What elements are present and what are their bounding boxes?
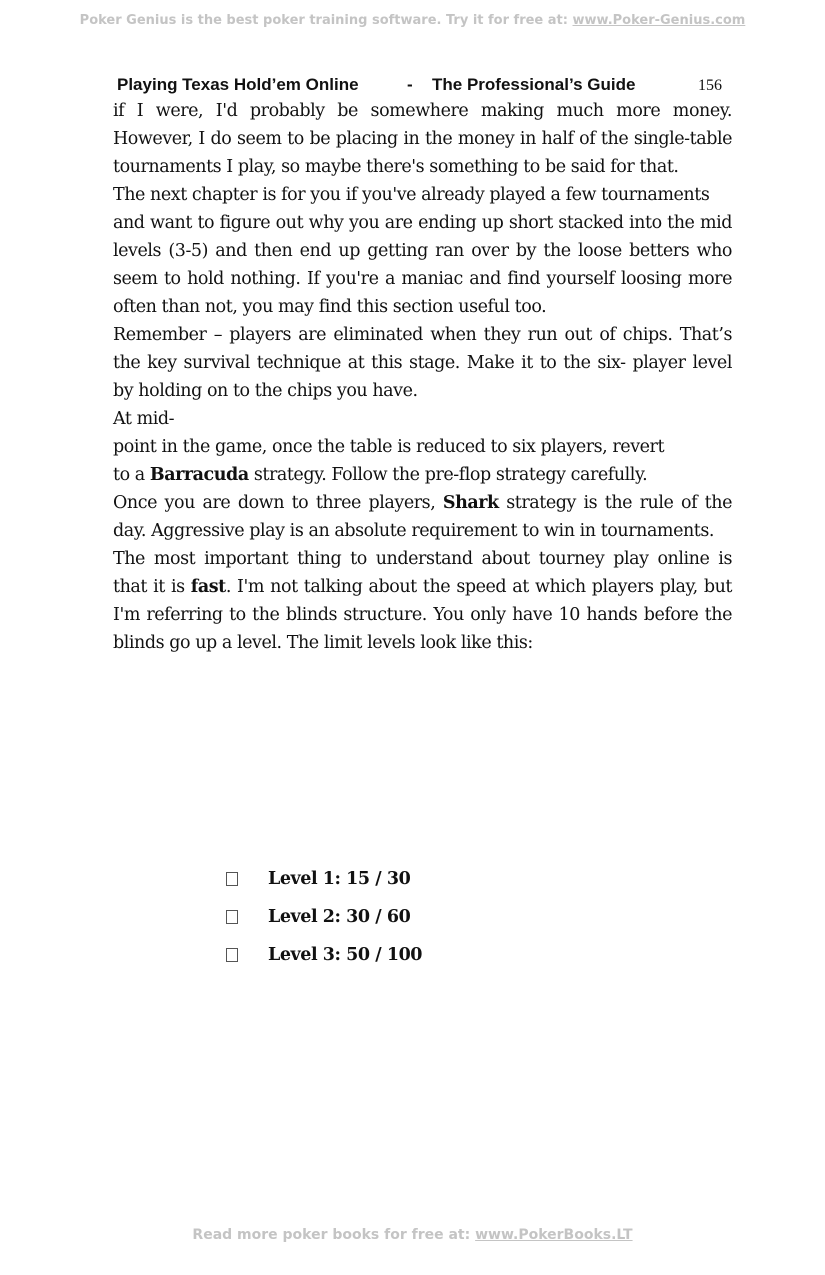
header-separator: - (407, 75, 413, 94)
bottom-banner-text: Read more poker books for free at: (192, 1227, 476, 1243)
paragraph-text: The most important thing to understand about tourney play online is that it is (113, 549, 732, 597)
bottom-banner (0, 1227, 825, 1243)
paragraph-text: Once you are down to three players, (113, 493, 443, 513)
running-header (117, 75, 727, 97)
paragraph (113, 461, 732, 489)
paragraph-text: strategy is the rule of the day. Aggressive play is an absolute requirement to win in tournaments. (113, 493, 732, 541)
bullet-box-icon (226, 872, 238, 886)
top-banner (0, 13, 825, 28)
level-label: Level 1: 15 / 30 (268, 869, 411, 889)
paragraph (113, 489, 732, 545)
paragraph: The next chapter is for you if you've already played a few tournaments (113, 185, 710, 205)
paragraph-text: strategy. Follow the pre-flop strategy carefully. (248, 465, 648, 485)
paragraph-text: to a (113, 465, 150, 485)
book-subtitle: The Professional’s Guide (432, 75, 636, 94)
paragraph: At mid- (113, 409, 175, 429)
paragraph: point in the game, once the table is reduced to six players, revert (113, 437, 665, 457)
paragraph: Remember – players are eliminated when they run out of chips. That’s the key survival technique at this stage. Make it to the six- player level by holding on to the chips you have. (113, 325, 732, 401)
level-label: Level 2: 30 / 60 (268, 907, 411, 927)
top-banner-text: Poker Genius is the best poker training software. Try it for free at: (79, 13, 573, 28)
list-item (223, 860, 422, 898)
barracuda-term: Barracuda (149, 465, 249, 485)
page-number: 156 (698, 77, 722, 94)
top-banner-link[interactable]: www.Poker-Genius.com (572, 13, 746, 28)
paragraph: if I were, I'd probably be somewhere making much more money. However, I do seem to be placing in the money in half of the single-table tournaments I play, so maybe there's something to be said for that. (113, 101, 732, 177)
level-label: Level 3: 50 / 100 (268, 945, 423, 965)
book-title: Playing Texas Hold’em Online (117, 75, 359, 94)
paragraph: and want to figure out why you are ending up short stacked into the mid levels (3-5) and then end up getting ran over by the loose betters who seem to hold nothing. If you're a maniac and find yourself loosing more often than not, you may find this section useful too. (113, 213, 732, 317)
paragraph-text: . I'm not talking about the speed at which players play, but I'm referring to the blinds structure. You only have 10 hands before the blinds go up a level. The limit levels look like this: (113, 577, 733, 653)
bottom-banner-link[interactable]: www.PokerBooks.LT (475, 1227, 633, 1243)
list-item (223, 898, 422, 936)
list-item (223, 936, 422, 974)
shark-term: Shark (442, 493, 499, 513)
bullet-box-icon (226, 910, 238, 924)
paragraph (113, 545, 732, 657)
fast-term: fast (190, 577, 226, 597)
bullet-box-icon (226, 948, 238, 962)
levels-list (223, 860, 422, 974)
body-text (113, 97, 732, 657)
